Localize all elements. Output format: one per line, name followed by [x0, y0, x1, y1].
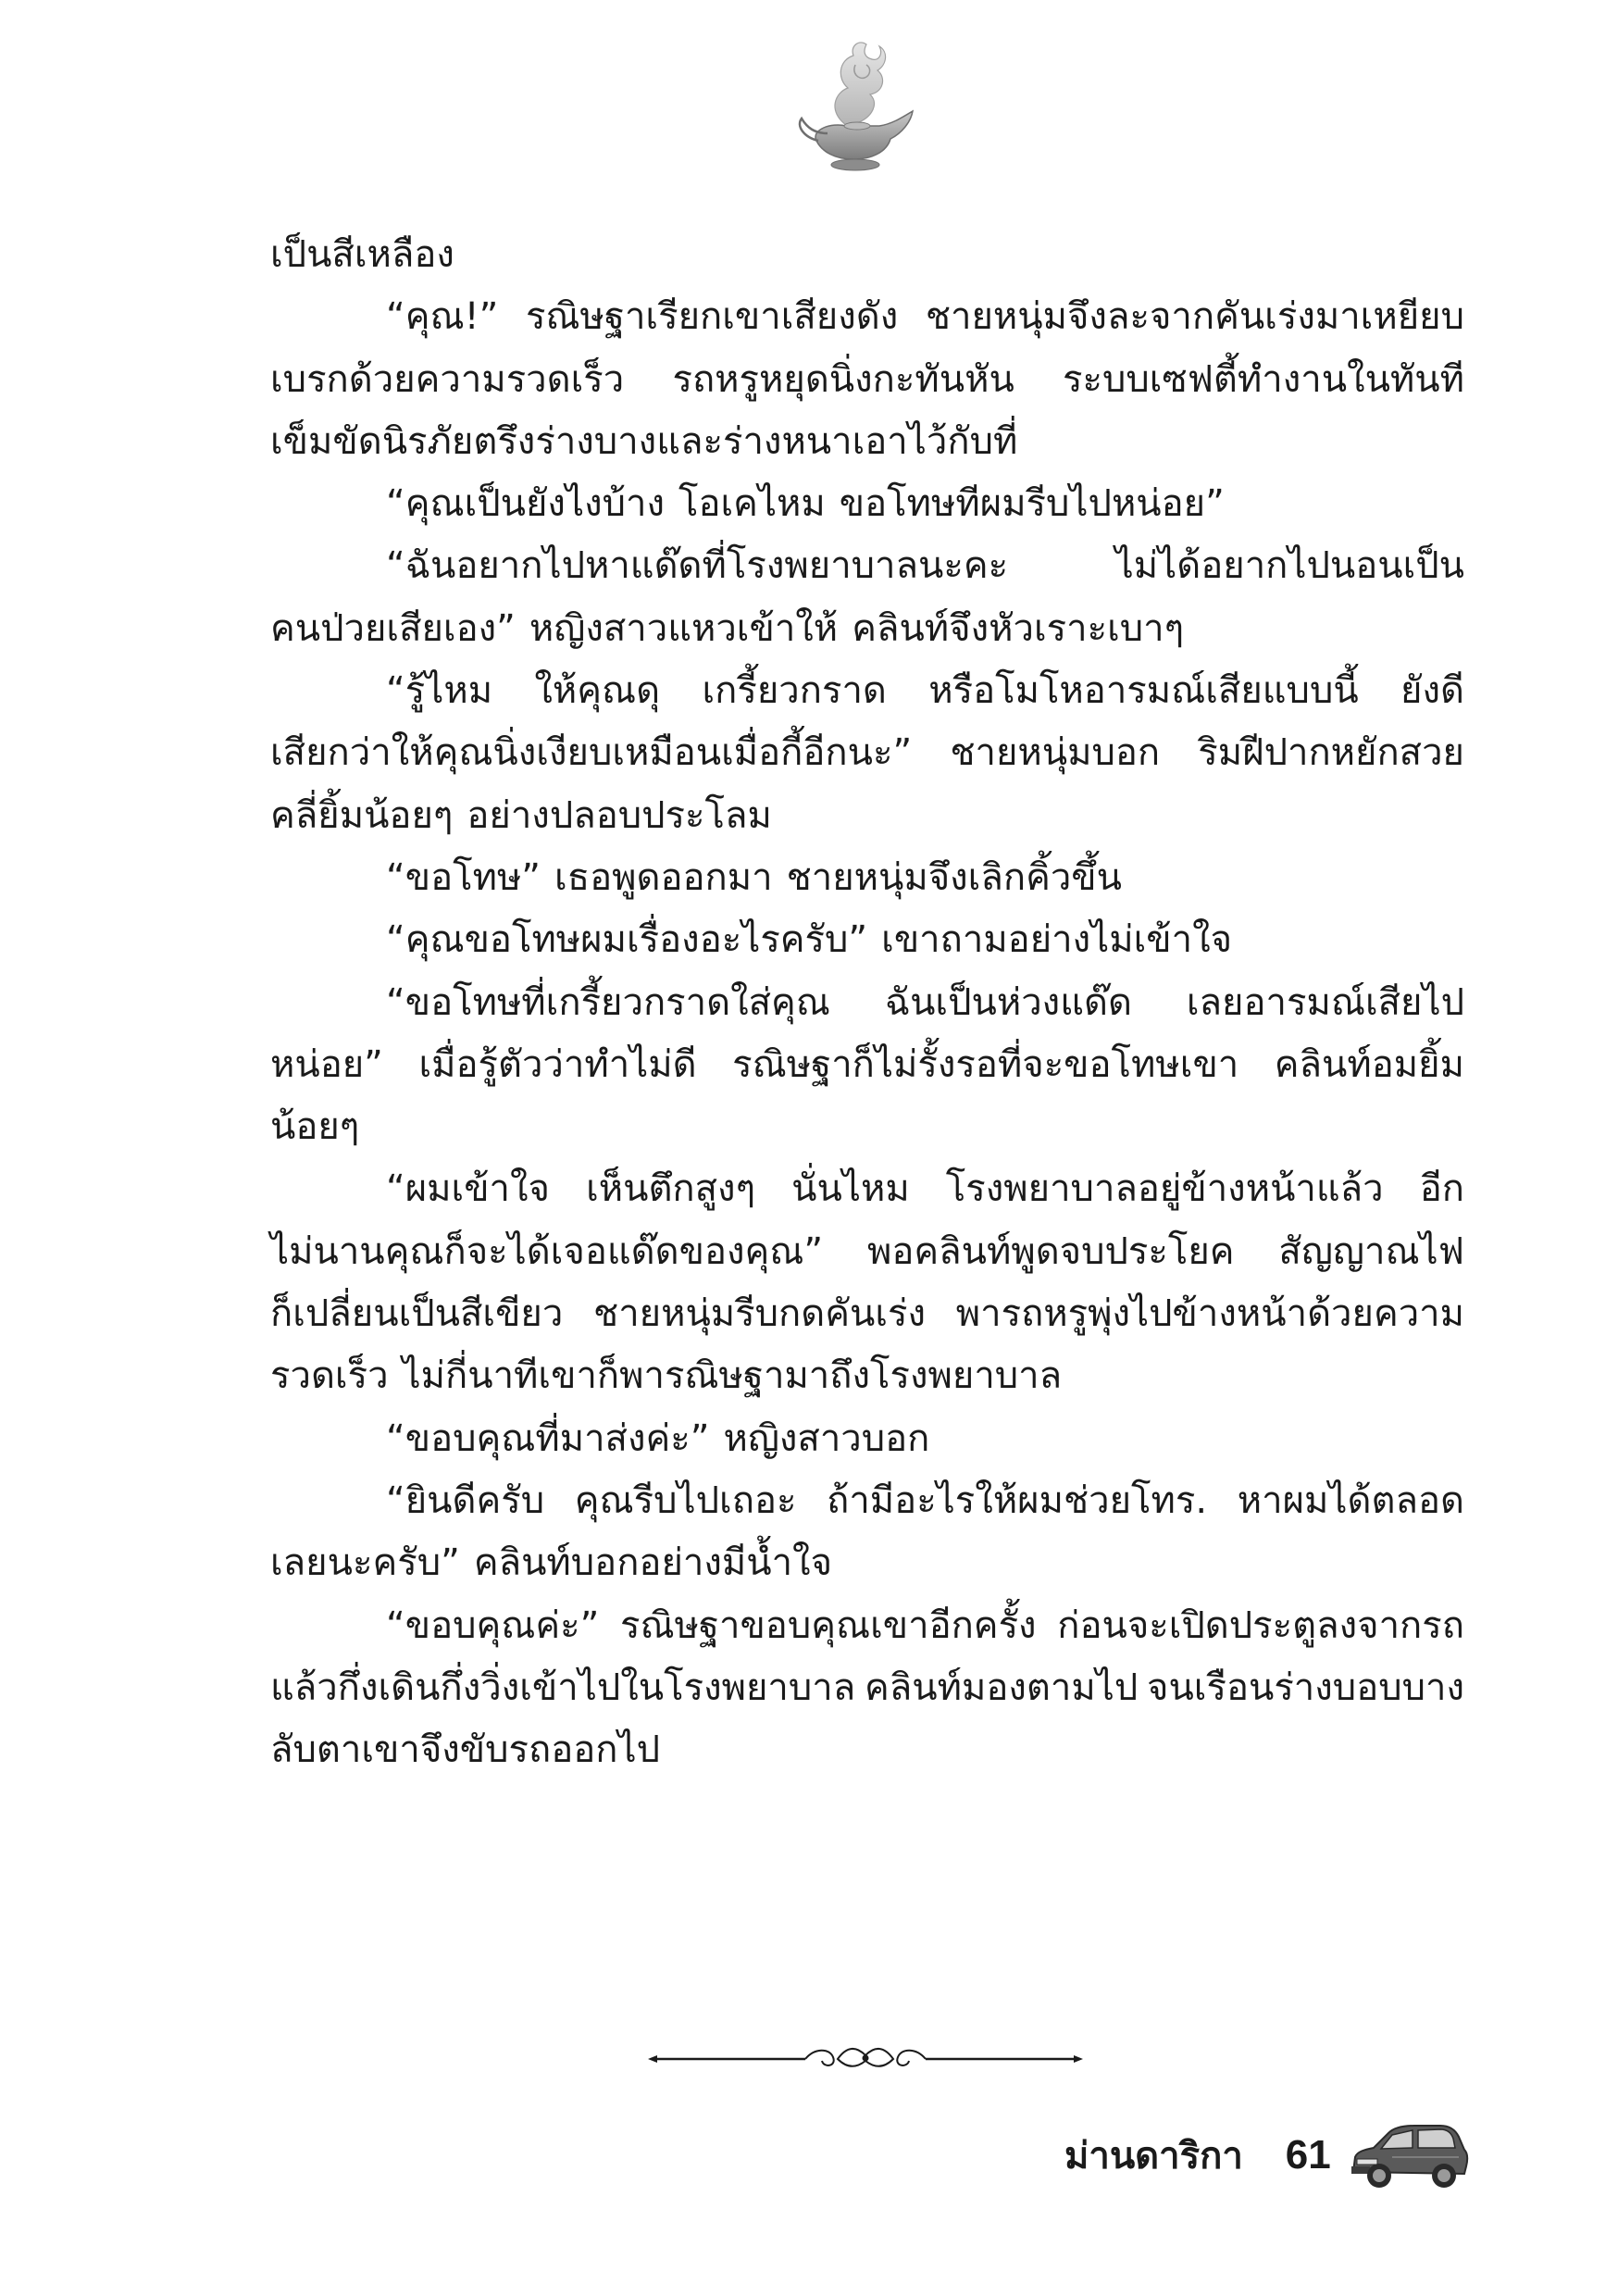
text-line: [270, 224, 1464, 286]
text-word: ระบบเซฟตี้ทำงานในทันที: [1063, 357, 1464, 401]
text-word: เมื่อรู้ตัวว่าทำไม่ดี: [418, 1042, 697, 1086]
text-word: รวดเร็ว: [270, 1354, 389, 1398]
text-word: ริมฝีปากหยักสวย: [1198, 731, 1464, 775]
text-word: น้อยๆ: [270, 1105, 360, 1149]
text-word: คลี่ยิ้มน้อยๆ: [270, 793, 454, 837]
text-word: หญิงสาวแหวเข้าให้: [529, 606, 839, 650]
text-word: นั่นไหม: [791, 1167, 910, 1211]
text-line: [270, 1034, 1464, 1096]
text-word: แล้วกึ่งเดินกึ่งวิ่งเข้าไปในโรงพยาบาล: [270, 1666, 856, 1709]
text-word: ถ้ามีอะไรให้ผมช่วยโทร.: [827, 1479, 1208, 1522]
text-word: หาผมได้ตลอด: [1237, 1479, 1464, 1522]
text-word: ชายหนุ่มจึงละจากคันเร่งมาเหยียบ: [925, 295, 1464, 339]
text-line: [270, 1158, 1464, 1220]
text-line: [270, 1096, 1464, 1158]
text-line: [270, 1595, 1464, 1657]
text-word: “คุณขอโทษผมเรื่องอะไรครับ”: [386, 918, 868, 962]
text-word: อย่างปลอบประโลม: [467, 793, 772, 837]
text-word: ขอโทษทีผมรีบไปหน่อย”: [839, 482, 1225, 526]
text-line: [270, 1283, 1464, 1345]
text-line: [270, 1221, 1464, 1283]
text-word: เธอพูดออกมา: [554, 855, 773, 899]
text-line: [270, 1657, 1464, 1719]
text-word: โอเคไหม: [678, 482, 826, 526]
text-word: “คุณเป็นยังไงบ้าง: [386, 482, 665, 526]
text-word: สัญญาณไฟ: [1278, 1229, 1464, 1273]
text-word: “ขอโทษที่เกรี้ยวกราดใส่คุณ: [386, 980, 830, 1024]
text-word: ก่อนจะเปิดประตูลงจากรถ: [1057, 1603, 1464, 1647]
text-word: ให้คุณดุ: [534, 669, 661, 713]
body-text: [270, 224, 1464, 1781]
text-word: พอคลินท์พูดจบประโยค: [866, 1229, 1235, 1273]
text-word: ชายหนุ่มจึงเลิกคิ้วขึ้น: [786, 855, 1122, 899]
page-number: 61: [1285, 2132, 1331, 2177]
scroll-flourish-divider-icon: [648, 2040, 1083, 2078]
suv-car-icon: [1348, 2118, 1470, 2192]
text-word: เลยอารมณ์เสียไป: [1186, 980, 1464, 1024]
text-word: “ขอบคุณที่มาส่งค่ะ”: [386, 1416, 710, 1460]
text-word: ไม่นานคุณก็จะได้เจอแด๊ดของคุณ”: [270, 1229, 824, 1273]
text-line: [270, 1345, 1464, 1407]
text-word: เกรี้ยวกราด: [702, 669, 887, 713]
text-line: [270, 909, 1464, 971]
text-line: [270, 722, 1464, 784]
text-line: [270, 847, 1464, 909]
text-line: [270, 598, 1464, 660]
text-word: “ขอโทษ”: [386, 855, 541, 899]
text-word: รถหรูหยุดนิ่งกะทันหัน: [672, 357, 1014, 401]
text-line: [270, 1719, 1464, 1781]
text-word: เห็นตึกสูงๆ: [586, 1167, 756, 1211]
text-word: “ยินดีครับ: [386, 1479, 545, 1522]
text-line: [270, 411, 1464, 473]
text-line: [270, 1408, 1464, 1470]
text-word: “รู้ไหม: [386, 669, 493, 713]
text-line: [270, 972, 1464, 1034]
text-word: คลินท์บอกอย่างมีน้ำใจ: [473, 1541, 833, 1585]
text-word: ลับตาเขาจึงขับรถออกไป: [270, 1728, 660, 1772]
page-footer: [1064, 2109, 1470, 2202]
text-word: “ผมเข้าใจ: [386, 1167, 550, 1211]
text-line: [270, 349, 1464, 411]
text-word: ฉันเป็นห่วงแด๊ด: [884, 980, 1132, 1024]
text-word: เข็มขัดนิรภัยตรึงร่างบางและร่างหนาเอาไว้กับที่: [270, 419, 1018, 463]
text-word: เขาถามอย่างไม่เข้าใจ: [881, 918, 1233, 962]
text-word: ไม่ได้อยากไปนอนเป็น: [1114, 544, 1464, 588]
text-line: [270, 1470, 1464, 1532]
text-word: พารถหรูพุ่งไปข้างหน้าด้วยความ: [955, 1292, 1464, 1336]
text-word: ก็เปลี่ยนเป็นสีเขียว: [270, 1292, 564, 1336]
lamp-genie-ornament-icon: [790, 37, 920, 176]
text-word: รณิษฐาขอบคุณเขาอีกครั้ง: [619, 1603, 1037, 1647]
text-line: [270, 286, 1464, 348]
text-line: [270, 473, 1464, 535]
text-word: คนป่วยเสียเอง”: [270, 606, 516, 650]
text-word: เบรกด้วยความรวดเร็ว: [270, 357, 625, 401]
text-word: เสียกว่าให้คุณนิ่งเงียบเหมือนเมื่อกี้อีกนะ”: [270, 731, 913, 775]
text-word: หรือโมโหอารมณ์เสียแบบนี้: [928, 669, 1359, 713]
text-word: ไม่กี่นาทีเขาก็พารณิษฐามาถึงโรงพยาบาล: [402, 1354, 1063, 1398]
text-word: ยังดี: [1400, 669, 1464, 713]
text-word: “ขอบคุณค่ะ”: [386, 1603, 600, 1647]
text-word: รณิษฐาก็ไม่รั้งรอที่จะขอโทษเขา: [732, 1042, 1239, 1086]
text-line: [270, 1532, 1464, 1594]
text-line: [270, 785, 1464, 847]
text-word: คลินท์มองตามไป: [865, 1666, 1139, 1709]
text-word: หญิงสาวบอก: [723, 1416, 930, 1460]
text-word: ชายหนุ่มรีบกดคันเร่ง: [593, 1292, 927, 1336]
text-word: ชายหนุ่มบอก: [950, 731, 1161, 775]
text-line: [270, 660, 1464, 722]
text-word: จนเรือนร่างบอบบาง: [1147, 1666, 1464, 1709]
text-line: [270, 535, 1464, 597]
text-word: เลยนะครับ”: [270, 1541, 460, 1585]
text-word: คลินท์จึงหัวเราะเบาๆ: [852, 606, 1185, 650]
text-word: โรงพยาบาลอยู่ข้างหน้าแล้ว: [945, 1167, 1384, 1211]
book-title: ม่านดาริกา: [1064, 2135, 1243, 2177]
text-word: คุณรีบไปเถอะ: [574, 1479, 797, 1522]
text-word: “คุณ!”: [386, 295, 499, 339]
text-word: หน่อย”: [270, 1042, 383, 1086]
text-word: รณิษฐาเรียกเขาเสียงดัง: [525, 295, 899, 339]
text-word: อีก: [1419, 1167, 1464, 1211]
text-word: เป็นสีเหลือง: [270, 233, 454, 276]
text-word: คลินท์อมยิ้ม: [1274, 1042, 1464, 1086]
text-word: “ฉันอยากไปหาแด๊ดที่โรงพยาบาลนะคะ: [386, 544, 1009, 588]
